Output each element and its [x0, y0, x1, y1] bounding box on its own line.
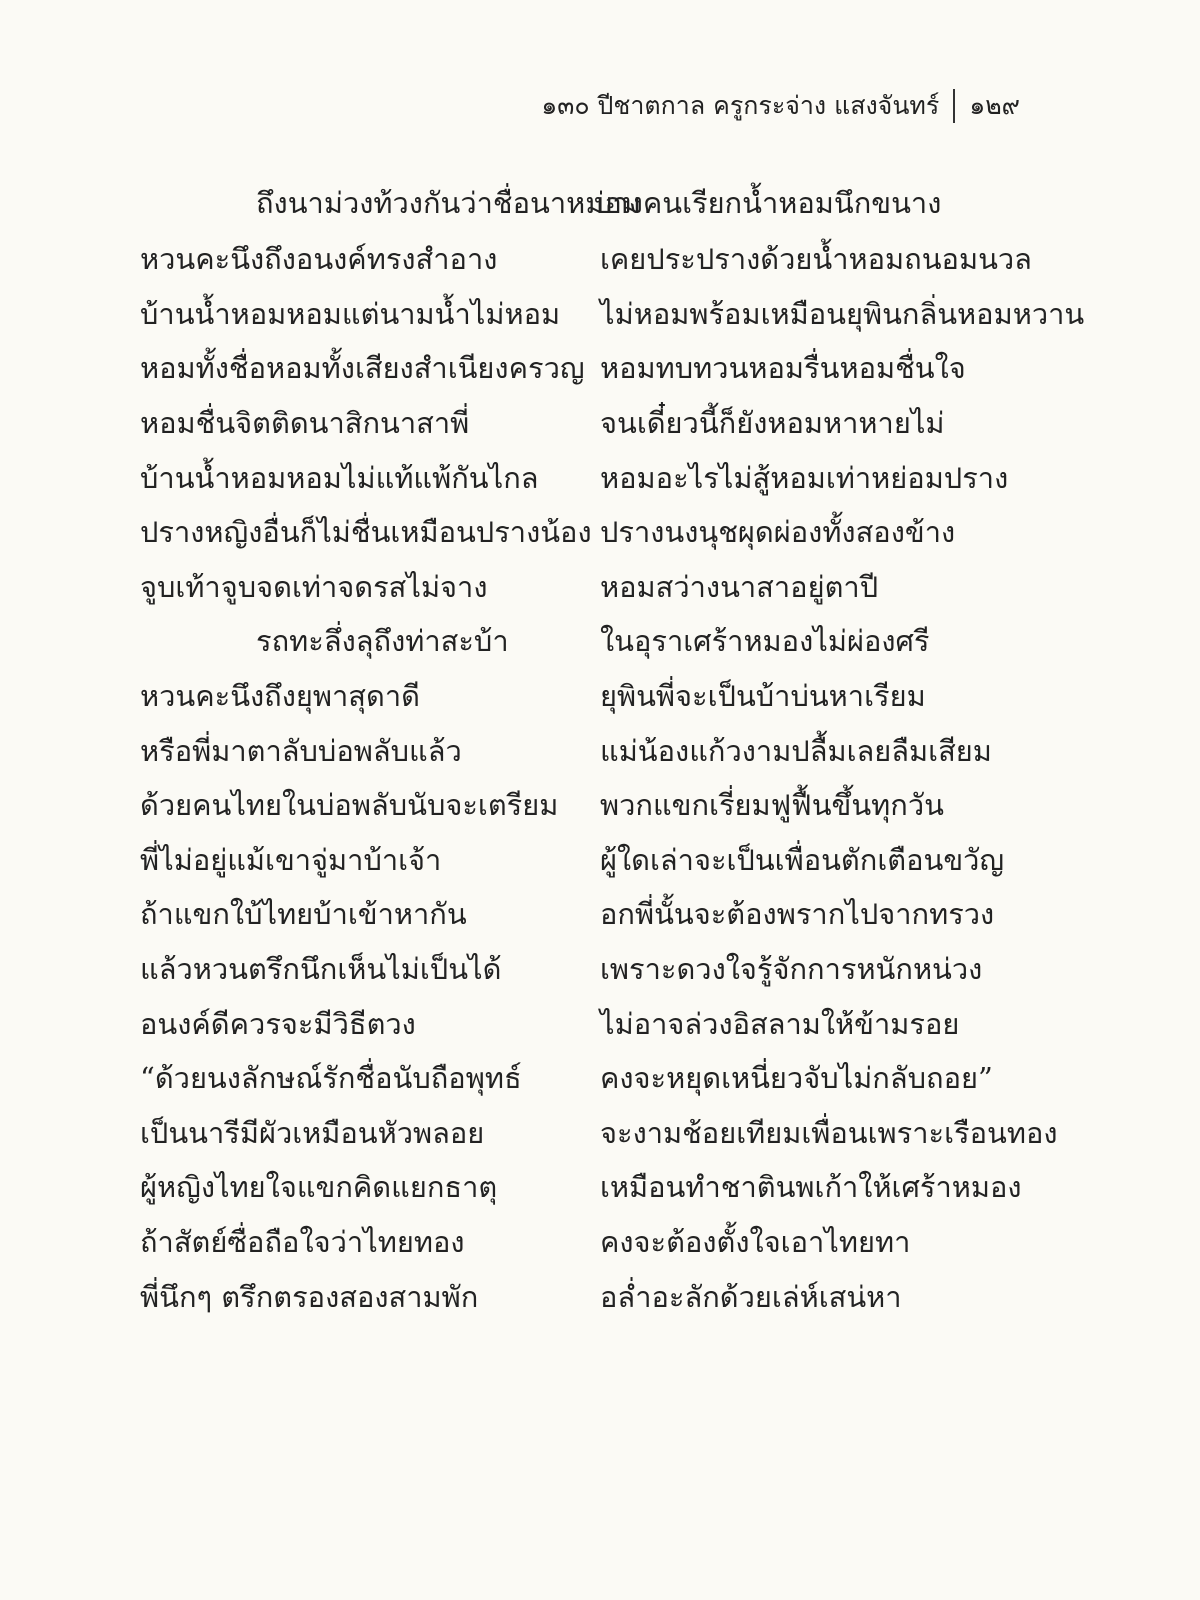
verse-left: บ้านน้ำหอมหอมไม่แท้แพ้กันไกล	[140, 460, 539, 495]
verse-right: พวกแขกเรี่ยมฟูฟื้นขึ้นทุกวัน	[600, 788, 944, 823]
verse-right: ไม่อาจล่วงอิสลามให้ข้ามรอย	[600, 1006, 960, 1041]
verse-body	[140, 232, 1085, 1324]
verse-left: หวนคะนึงถึงยุพาสุดาดี	[140, 679, 420, 714]
verse-right: ปรางนงนุชผุดผ่องทั้งสองข้าง	[600, 515, 956, 550]
verse-right: จนเดี๋ยวนี้ก็ยังหอมหาหายไม่	[600, 406, 945, 441]
verse-right: เหมือนทำชาตินพเก้าให้เศร้าหมอง	[600, 1170, 1022, 1205]
verse-left: ปรางหญิงอื่นก็ไม่ชื่นเหมือนปรางน้อง	[140, 515, 592, 550]
verse-left: บ้านน้ำหอมหอมแต่นามน้ำไม่หอม	[140, 296, 561, 331]
verse-line	[140, 396, 1040, 451]
verse-right: ยุพินพี่จะเป็นบ้าบ่นหาเรียม	[600, 679, 926, 714]
verse-line	[140, 1160, 1040, 1215]
verse-line	[140, 887, 1040, 942]
verse-line	[140, 942, 1040, 997]
verse-line	[140, 505, 1040, 560]
verse-left: แล้วหวนตรึกนึกเห็นไม่เป็นได้	[140, 952, 502, 987]
verse-left: ถ้าสัตย์ซื่อถือใจว่าไทยทอง	[140, 1224, 465, 1259]
verse-line	[140, 723, 1040, 778]
verse-right: อกพี่นั้นจะต้องพรากไปจากทรวง	[600, 897, 995, 932]
verse-line	[140, 833, 1040, 888]
verse-left: ถ้าแขกใบ้ไทยบ้าเข้าหากัน	[140, 897, 467, 932]
verse-right: คงจะหยุดเหนี่ยวจับไม่กลับถอย”	[600, 1061, 993, 1096]
verse-line	[140, 614, 1040, 669]
verse-right: หอมอะไรไม่สู้หอมเท่าหย่อมปราง	[600, 460, 1009, 495]
verse-line	[140, 669, 1040, 724]
verse-left: พี่ไม่อยู่แม้เขาจู่มาบ้าเจ้า	[140, 842, 442, 877]
opening-verse-left: ถึงนาม่วงท้วงกันว่าชื่อนาหม่อม	[256, 186, 641, 220]
verse-right: อล่ำอะลักด้วยเล่ห์เสน่หา	[600, 1279, 902, 1314]
verse-right: หอมทบทวนหอมรื่นหอมชื่นใจ	[600, 351, 966, 386]
verse-right: จะงามช้อยเทียมเพื่อนเพราะเรือนทอง	[600, 1115, 1058, 1150]
verse-left: “ด้วยนงลักษณ์รักชื่อนับถือพุทธ์	[140, 1061, 522, 1096]
verse-line	[140, 1051, 1040, 1106]
verse-left: หอมชื่นจิตติดนาสิกนาสาพี่	[140, 406, 470, 441]
verse-line	[140, 450, 1040, 505]
verse-left: ผู้หญิงไทยใจแขกคิดแยกธาตุ	[140, 1170, 498, 1205]
verse-left: รถทะลึ่งลุถึงท่าสะบ้า	[256, 624, 509, 659]
verse-line	[140, 778, 1040, 833]
verse-left: หวนคะนึงถึงอนงค์ทรงสำอาง	[140, 242, 498, 277]
verse-line	[140, 1269, 1040, 1324]
verse-left: เป็นนารีมีผัวเหมือนหัวพลอย	[140, 1115, 485, 1150]
verse-line	[140, 232, 1040, 287]
verse-line	[140, 1106, 1058, 1161]
verse-right: แม่น้องแก้วงามปลื้มเลยลืมเสียม	[600, 733, 992, 768]
verse-right: ไม่หอมพร้อมเหมือนยุพินกลิ่นหอมหวาน	[600, 296, 1085, 331]
verse-right: ผู้ใดเล่าจะเป็นเพื่อนตักเตือนขวัญ	[600, 842, 1005, 877]
opening-verse-line	[256, 180, 941, 226]
verse-line	[140, 1215, 1040, 1270]
verse-right: เคยประปรางด้วยน้ำหอมถนอมนวล	[600, 242, 1032, 277]
verse-left: จูบเท้าจูบจดเท่าจดรสไม่จาง	[140, 569, 488, 604]
verse-right: คงจะต้องตั้งใจเอาไทยทา	[600, 1224, 911, 1259]
verse-line	[140, 560, 1040, 615]
verse-right: เพราะดวงใจรู้จักการหนักหน่วง	[600, 952, 983, 987]
verse-left: อนงค์ดีควรจะมีวิธีตวง	[140, 1006, 416, 1041]
verse-right: ในอุราเศร้าหมองไม่ผ่องศรี	[600, 624, 930, 659]
page-number: ๑๒๙	[969, 91, 1020, 120]
verse-line	[140, 996, 1040, 1051]
verse-line	[140, 287, 1085, 342]
running-title: ๑๓๐ ปีชาตกาล ครูกระจ่าง แสงจันทร์	[541, 91, 940, 120]
verse-left: หรือพี่มาตาลับบ่อพลับแล้ว	[140, 733, 462, 768]
page-header	[541, 86, 1020, 126]
verse-left: ด้วยคนไทยในบ่อพลับนับจะเตรียม	[140, 788, 559, 823]
header-divider	[953, 89, 955, 123]
verse-right: หอมสว่างนาสาอยู่ตาปี	[600, 569, 879, 604]
verse-left: พี่นึกๆ ตรึกตรองสองสามพัก	[140, 1279, 479, 1314]
opening-verse-right: บางคนเรียกน้ำหอมนึกขนาง	[594, 186, 942, 220]
verse-line	[140, 341, 1040, 396]
verse-left: หอมทั้งชื่อหอมทั้งเสียงสำเนียงครวญ	[140, 351, 585, 386]
